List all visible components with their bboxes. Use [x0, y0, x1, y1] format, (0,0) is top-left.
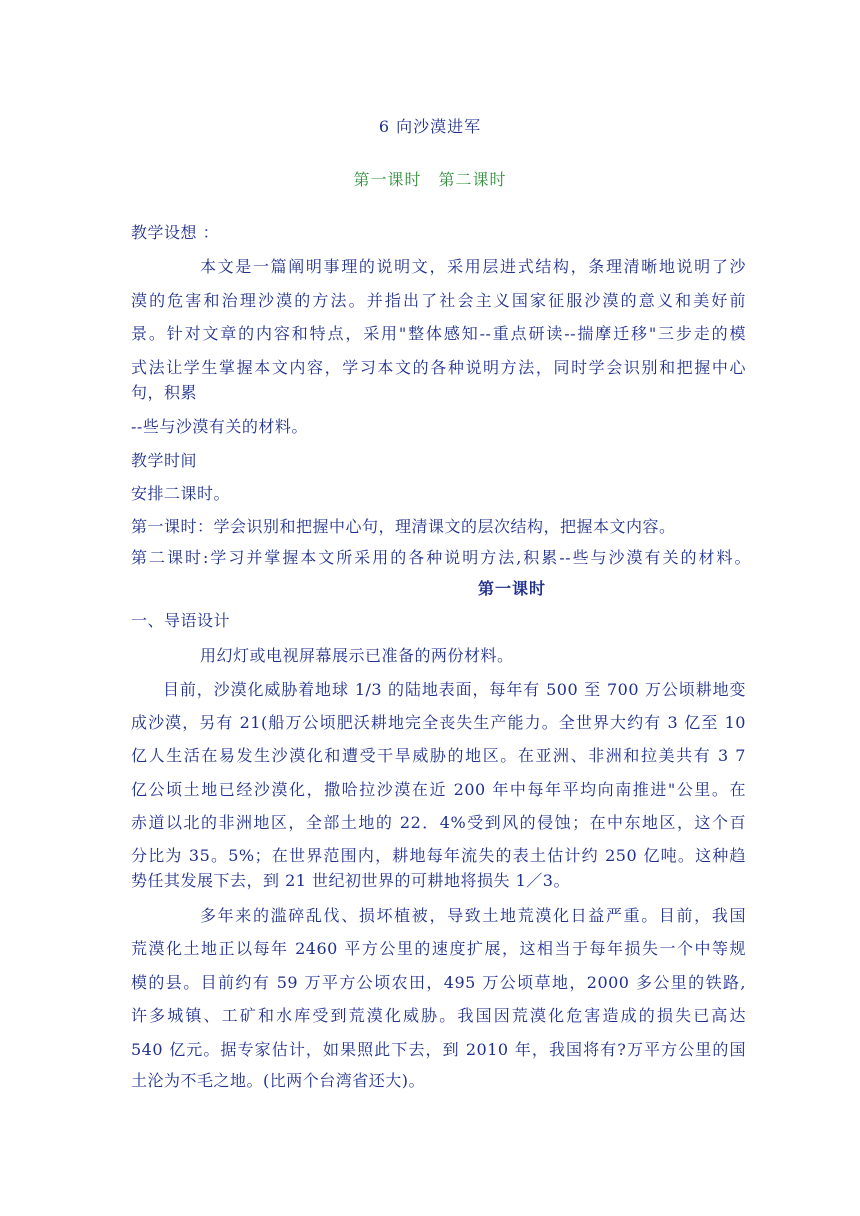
- part1-heading: 一、导语设计: [131, 611, 231, 630]
- intro-line: --些与沙漠有关的材料。: [131, 417, 308, 436]
- intro-line: 本文是一篇阐明事理的说明文，采用层进式结构，条理清晰地说明了沙: [200, 257, 746, 276]
- intro-line: 式法让学生掌握本文内容，学习本文的各种说明方法，同时学会识别和把握中心: [131, 358, 746, 377]
- material2-line: 许多城镇、工矿和水库受到荒漠化威胁。我国因荒漠化危害造成的损失已高达: [131, 1006, 746, 1025]
- material2-line: 荒漠化土地正以每年 2460 平方公里的速度扩展，这相当于每年损失一个中等规: [131, 939, 746, 958]
- material2-line: 多年来的滥碎乱伐、损坏植被，导致土地荒漠化日益严重。目前，我国: [200, 906, 746, 925]
- design-heading: 教学设想 ：: [131, 223, 220, 242]
- lesson2-plan: 第二课时:学习并掌握本文所采用的各种说明方法,积累--些与沙漠有关的材料。: [131, 548, 751, 567]
- lesson1-plan: 第一课时：学会识别和把握中心句，理清课文的层次结构，把握本文内容。: [131, 517, 676, 536]
- time-text: 安排二课时。: [131, 484, 231, 503]
- part1-intro: 用幻灯或电视屏幕展示已准备的两份材料。: [200, 646, 514, 665]
- intro-line: 漠的危害和治理沙漠的方法。并指出了社会主义国家征服沙漠的意义和美好前: [131, 291, 746, 310]
- section-title: 第一课时: [478, 579, 547, 598]
- material1-line: 分比为 35。5%；在世界范围内，耕地每年流失的表土估计约 250 亿吨。这种趋: [131, 846, 746, 865]
- material1-line: 赤道以北的非洲地区，全部土地的 22．4%受到风的侵蚀；在中东地区，这个百: [131, 813, 746, 832]
- material1-line: 亿人生活在易发生沙漠化和遭受干旱威胁的地区。在亚洲、非洲和拉美共有 3 7: [131, 746, 746, 765]
- intro-line: 句，积累: [131, 383, 198, 402]
- material1-line: 目前，沙漠化威胁着地球 1/3 的陆地表面，每年有 500 至 700 万公顷耕地变: [163, 680, 746, 699]
- material1-line: 成沙漠，另有 21(船万公顷肥沃耕地完全丧失生产能力。全世界大约有 3 亿至 10: [131, 713, 746, 732]
- material1-line: 势任其发展下去，到 21 世纪初世界的可耕地将损失 1／3。: [131, 871, 570, 890]
- material2-line: 模的县。目前约有 59 万平方公顷农田，495 万公顷草地，2000 多公里的铁路,: [131, 973, 746, 992]
- document-subtitle: 第一课时 第二课时: [353, 170, 507, 189]
- material2-line: 540 亿元。据专家估计，如果照此下去，到 2010 年，我国将有?万平方公里的国: [131, 1040, 746, 1059]
- intro-line: 景。针对文章的内容和特点，采用"整体感知--重点研读--揣摩迁移"三步走的模: [131, 324, 746, 343]
- material2-line: 土沦为不毛之地。(比两个台湾省还大)。: [131, 1071, 425, 1090]
- material1-line: 亿公顷土地已经沙漠化，撒哈拉沙漠在近 200 年中每年平均向南推进"公里。在: [131, 780, 746, 799]
- time-heading: 教学时间: [131, 451, 198, 470]
- document-title: 6 向沙漠进军: [378, 117, 482, 136]
